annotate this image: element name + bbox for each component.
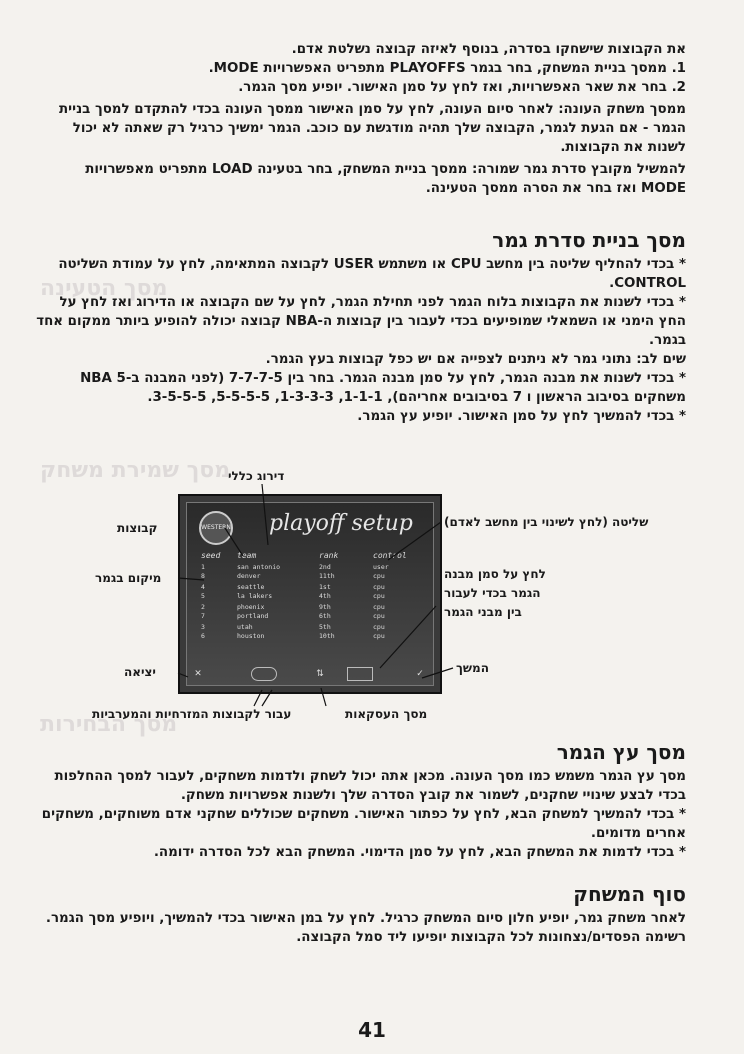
control-cell[interactable]: cpu — [373, 571, 385, 580]
paragraph: לאחר משחק גמר, יופיע חלון סיום המשחק כרגיל. לחץ על במן האישור בכדי להמשיך, ויופיע מסך הגמר. רשימה הפסדים/נצחונות לכל הקבוצות יופיעו ליד סמל הקבוצה. — [45, 911, 686, 945]
header-rank: rank — [319, 551, 339, 560]
header-seed: seed — [201, 551, 221, 560]
seed-cell: 2 — [201, 603, 205, 611]
control-cell[interactable]: user — [373, 563, 389, 571]
callout-playoff-position: מיקום בגמר — [95, 571, 162, 585]
seed-cell: 6 — [201, 631, 205, 640]
control-cell[interactable]: cpu — [373, 591, 385, 600]
section-title: מסך בניית סדרת גמר — [492, 228, 686, 252]
rank-cell: 6th — [319, 611, 331, 620]
intro-step-1: 1. ממסך בניית המשחק, בחר בגמר PLAYOFFS מתפריט האפשרויות MODE. — [208, 61, 686, 76]
team-cell: la lakers — [237, 591, 273, 600]
team-cell: portland — [237, 611, 269, 620]
rank-cell: 1st — [319, 583, 331, 591]
rank-cell: 4th — [319, 591, 331, 600]
seed-cell: 8 — [201, 571, 205, 580]
intro-tournament: ממסך משחק העונה: לאחר סיום העונה, לחץ על סמן האישור ממסך העונה בכדי להתקדם למסך בניית הגמר - אם הגעת לגמר, הקבוצה שלך תהיה מודגשת עם כוכב. הגמר ימשיך כרגיל רק שאתה לא יכול לשנות את הקבוצות. — [59, 102, 686, 155]
bullet: * בכדי לדמות את המשחק הבא, לחץ על סמן הדימוי. המשחק הבא לכל הסדרה ידומה. — [153, 845, 686, 860]
rank-cell: 11th — [319, 571, 335, 580]
section-playoff-tree — [36, 740, 686, 862]
rank-cell: 10th — [319, 631, 335, 640]
screen-title: playoff setup — [269, 511, 413, 536]
team-cell: denver — [237, 571, 261, 580]
header-control: control — [373, 551, 407, 560]
control-cell[interactable]: cpu — [373, 603, 385, 611]
team-cell: san antonio — [237, 563, 281, 571]
callout-conference: עבור לקבוצות המזרחיות והמערביות — [92, 707, 292, 721]
rank-cell: 2nd — [319, 563, 331, 571]
note: שים לב: נתוני גמר לא ניתנים לצפייה אם יש כפל קבוצות בעץ הגמר. — [265, 352, 686, 367]
callout-exit: יציאה — [124, 665, 156, 679]
section-title: סוף המשחק — [573, 882, 686, 906]
trades-icon[interactable]: ⇅ — [316, 669, 324, 679]
team-cell: seattle — [237, 583, 265, 591]
seed-cell: 3 — [201, 623, 205, 631]
callout-general-ranking: דירוג כללי — [228, 469, 285, 483]
header-team: team — [237, 551, 257, 560]
callout-teams: קבוצות — [117, 521, 158, 535]
intro-line: את הקבוצות שישחקו בסדרה, בנוסף לאיזה קבוצה נשלטת אדם. — [291, 42, 686, 57]
control-cell[interactable]: cpu — [373, 583, 385, 591]
show-through-heading: מסך שמירת משחק — [40, 458, 231, 483]
bullet: * בכדי להמשיך לחץ על סמן האישור. יופיע עץ הגמר. — [357, 409, 686, 424]
section-title: מסך עץ הגמר — [556, 740, 686, 764]
control-cell[interactable]: cpu — [373, 623, 385, 631]
exit-x-icon[interactable]: ✕ — [194, 669, 202, 679]
intro-step-2: 2. בחר את שאר האפשרויות, ואז לחץ על סמן האישור. יופיע מסך הגמר. — [238, 80, 686, 95]
continue-check-icon[interactable]: ✓ — [416, 669, 424, 679]
rank-cell: 9th — [319, 603, 331, 611]
seed-cell: 7 — [201, 611, 205, 620]
team-cell: houston — [237, 631, 265, 640]
callout-continue: המשך — [456, 661, 489, 675]
callout-control: שליטה (לחץ לשינוי בין מחשב לאדם) — [444, 515, 649, 529]
rank-cell: 5th — [319, 623, 331, 631]
callout-structure-2: הגמר בכדי לעבור — [444, 586, 541, 600]
seed-cell: 1 — [201, 563, 205, 571]
bullet: * בכדי להמשיך למשחק הבא, לחץ על כפתור האישור. משחקים שכוללים שחקני אדם משוחקים, משחקים אחרים מדומים. — [41, 807, 686, 841]
control-cell[interactable]: cpu — [373, 631, 385, 640]
intro-continue: להמשיל מקובץ סדרת גמר שמורה: ממסך בניית המשחק, בחר בטעינה LOAD מתפריט מאפשרויות MODE ואז בחר את הסרה ממסך הטעינה. — [85, 162, 686, 196]
show-through-heading: מסך הטעינה — [40, 276, 168, 301]
callout-structure-1: לחץ על סמן מבנה — [444, 567, 546, 581]
seed-cell: 5 — [201, 591, 205, 600]
bullet: * בכדי להחליף שליטה בין מחשב CPU או משתמש USER לקבוצה המתאימה, לחץ על עמודת השליטה CONTROL. — [58, 257, 686, 291]
section-end-of-game — [36, 882, 686, 947]
team-cell: utah — [237, 623, 253, 631]
bullet: * בכדי לשנות את מבנה הגמר, לחץ על סמן מבנה הגמר. בחר בין 7-7-7-5 (לפני המבנה ב-NBA 5 משחקים בסיבוב הראשון ו 7 בסיבובים אחריהם), 1-1-1, 1-3-3-3, 5-5-5-5, 3-5-5-5. — [80, 371, 686, 405]
control-cell[interactable]: cpu — [373, 611, 385, 620]
bullet: * בכדי לשנות את הקבוצות בלוח הגמר לפני תחילת הגמר, לחץ על שם הקבוצה או הדירוג ואז לחץ על החץ הימני או השמאלי שמופיעים בכדי לעבור בין קבוצות ה-NBA קבוצה יכולה להופיע ביותר ממקום אחד בגמר. — [36, 295, 686, 348]
callout-structure-3: בין מבני הגמר — [444, 605, 522, 619]
conference-logo: WESTERN — [199, 511, 233, 545]
page-number: 41 — [358, 1018, 386, 1042]
callout-trades: מסך העסקאות — [345, 707, 428, 721]
seed-cell: 4 — [201, 583, 205, 591]
team-cell: phoenix — [237, 603, 265, 611]
paragraph: מסך עץ הגמר משמש כמו מסך העונה. מכאן אתה יכול לשחק ולדמות משחקים, לעבור למסך ההחלפות בכדי לבצע שינויי שחקנים, לשמור את קובץ הסדרה שלך ולשנות אפשרויות משחק. — [54, 769, 686, 803]
show-through-heading: מסך הבחירות — [40, 712, 178, 737]
